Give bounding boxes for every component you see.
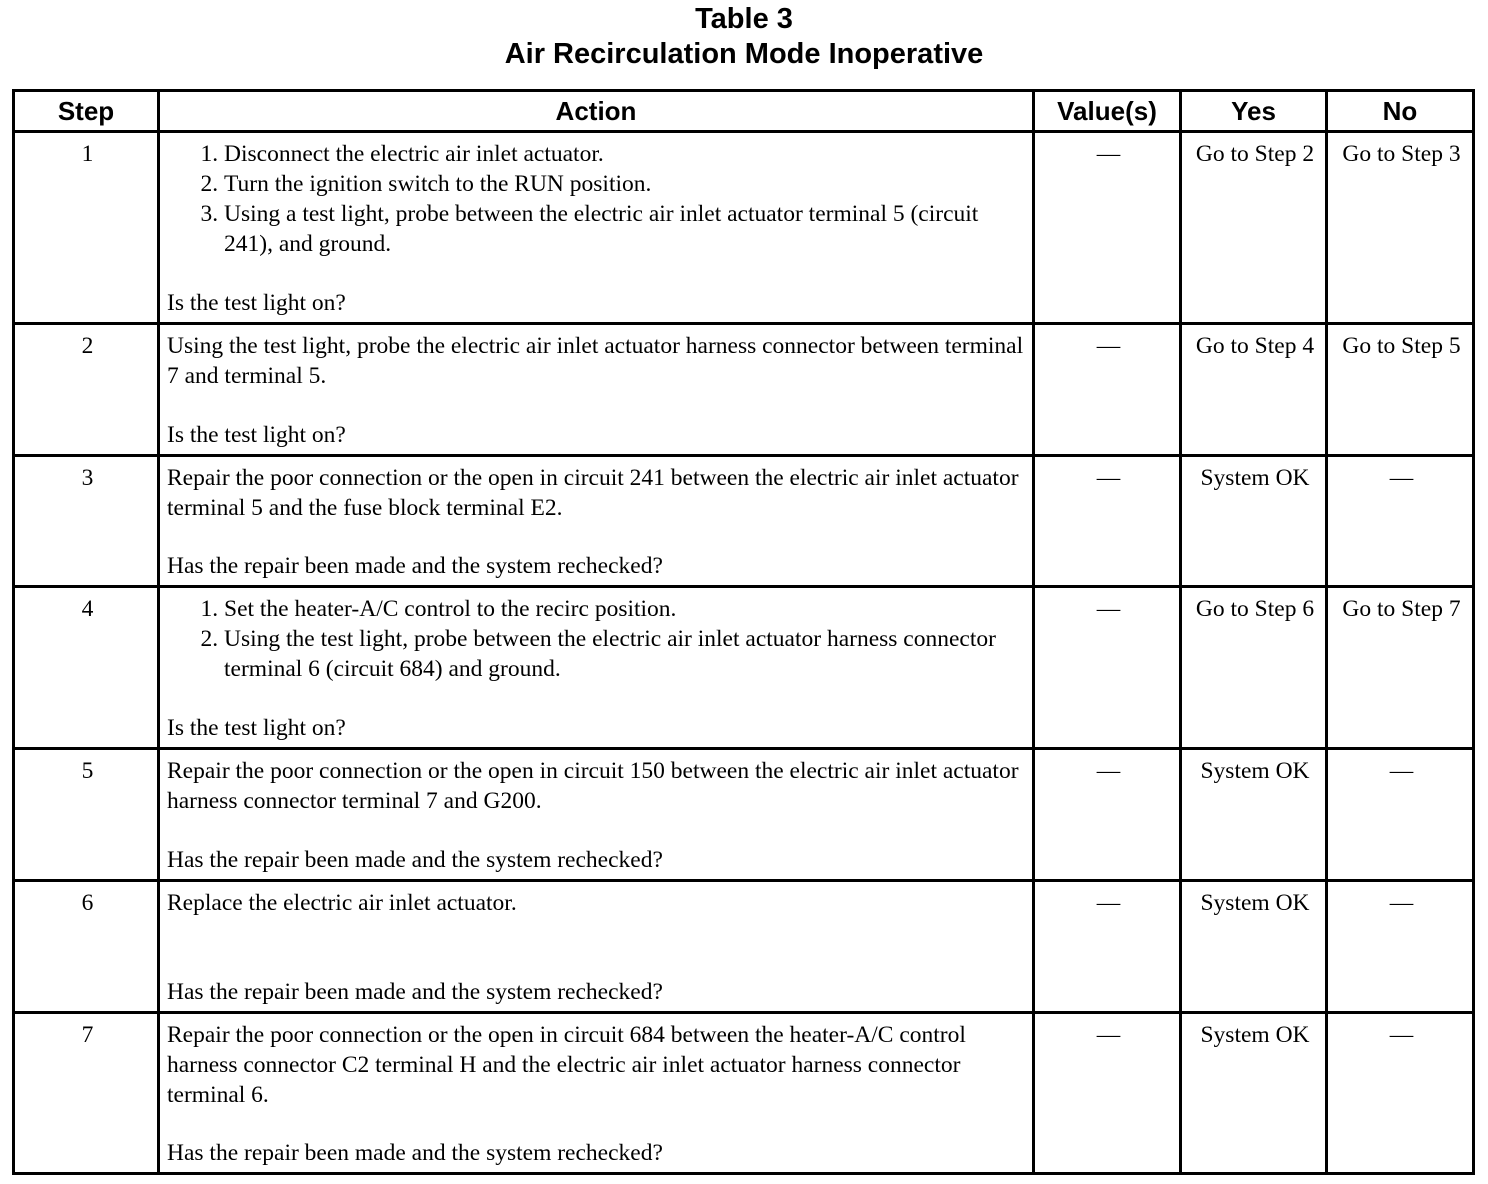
header-step: Step	[14, 91, 159, 132]
action-question: Has the repair been made and the system rechecked?	[167, 1140, 663, 1166]
action-cell	[159, 749, 1034, 881]
no-cell: Go to Step 3	[1327, 132, 1474, 324]
yes-cell: Go to Step 2	[1181, 132, 1327, 324]
action-step: 3. Using a test light, probe between the electric air inlet actuator terminal 5 (circuit 241), and ground.	[224, 199, 1028, 259]
action-cell	[159, 456, 1034, 587]
no-cell: —	[1327, 749, 1474, 881]
step-number: 4	[14, 587, 159, 749]
yes-cell: System OK	[1181, 1013, 1327, 1174]
action-cell	[159, 132, 1034, 324]
yes-cell: System OK	[1181, 881, 1327, 1013]
action-step: 1. Disconnect the electric air inlet actuator.	[224, 139, 1028, 169]
header-yes: Yes	[1181, 91, 1327, 132]
action-cell	[159, 1013, 1034, 1174]
table-row	[14, 587, 1474, 749]
yes-cell: System OK	[1181, 749, 1327, 881]
value-cell: —	[1034, 132, 1181, 324]
table-heading: Air Recirculation Mode Inoperative	[504, 38, 984, 70]
no-cell: Go to Step 5	[1327, 324, 1474, 456]
value-cell: —	[1034, 1013, 1181, 1174]
action-steps	[167, 139, 1028, 259]
step-number: 6	[14, 881, 159, 1013]
action-text: Replace the electric air inlet actuator.	[167, 890, 517, 916]
action-step: 2. Using the test light, probe between the electric air inlet actuator harness connector terminal 6 (circuit 684) and ground.	[224, 624, 1028, 684]
table-row	[14, 749, 1474, 881]
table-row	[14, 132, 1474, 324]
header-row	[14, 91, 1474, 132]
action-question: Has the repair been made and the system rechecked?	[167, 847, 663, 873]
action-text: Repair the poor connection or the open in circuit 150 between the electric air inlet actuator harness connector terminal 7 and G200.	[167, 758, 1019, 814]
value-cell: —	[1034, 456, 1181, 587]
step-number: 2	[14, 324, 159, 456]
action-question: Is the test light on?	[167, 290, 346, 316]
no-cell: Go to Step 7	[1327, 587, 1474, 749]
step-number: 5	[14, 749, 159, 881]
action-cell	[159, 324, 1034, 456]
no-cell: —	[1327, 1013, 1474, 1174]
table-row	[14, 324, 1474, 456]
step-number: 7	[14, 1013, 159, 1174]
table-row	[14, 1013, 1474, 1174]
table-row	[14, 881, 1474, 1013]
value-cell: —	[1034, 881, 1181, 1013]
action-question: Is the test light on?	[167, 715, 346, 741]
table-row	[14, 456, 1474, 587]
action-cell	[159, 587, 1034, 749]
action-text: Using the test light, probe the electric air inlet actuator harness connector between terminal 7 and terminal 5.	[167, 333, 1024, 389]
no-cell: —	[1327, 456, 1474, 587]
header-values: Value(s)	[1034, 91, 1181, 132]
value-cell: —	[1034, 324, 1181, 456]
yes-cell: System OK	[1181, 456, 1327, 587]
action-question: Has the repair been made and the system rechecked?	[167, 979, 663, 1005]
step-number: 1	[14, 132, 159, 324]
value-cell: —	[1034, 749, 1181, 881]
action-step: 2. Turn the ignition switch to the RUN position.	[224, 169, 1028, 199]
action-cell	[159, 881, 1034, 1013]
yes-cell: Go to Step 4	[1181, 324, 1327, 456]
action-step: 1. Set the heater-A/C control to the recirc position.	[224, 594, 1028, 624]
table-number: Table 3	[695, 3, 793, 35]
no-cell: —	[1327, 881, 1474, 1013]
table-title	[0, 2, 1488, 72]
header-action: Action	[159, 91, 1034, 132]
header-no: No	[1327, 91, 1474, 132]
action-question: Is the test light on?	[167, 422, 346, 448]
yes-cell: Go to Step 6	[1181, 587, 1327, 749]
action-text: Repair the poor connection or the open in circuit 241 between the electric air inlet actuator terminal 5 and the fuse block terminal E2.	[167, 465, 1019, 521]
diagnostic-table	[12, 89, 1475, 1175]
action-question: Has the repair been made and the system rechecked?	[167, 553, 663, 579]
action-steps	[167, 594, 1028, 684]
step-number: 3	[14, 456, 159, 587]
value-cell: —	[1034, 587, 1181, 749]
action-text: Repair the poor connection or the open in circuit 684 between the heater-A/C control harness connector C2 terminal H and the electric air inlet actuator harness connector terminal 6.	[167, 1022, 966, 1108]
